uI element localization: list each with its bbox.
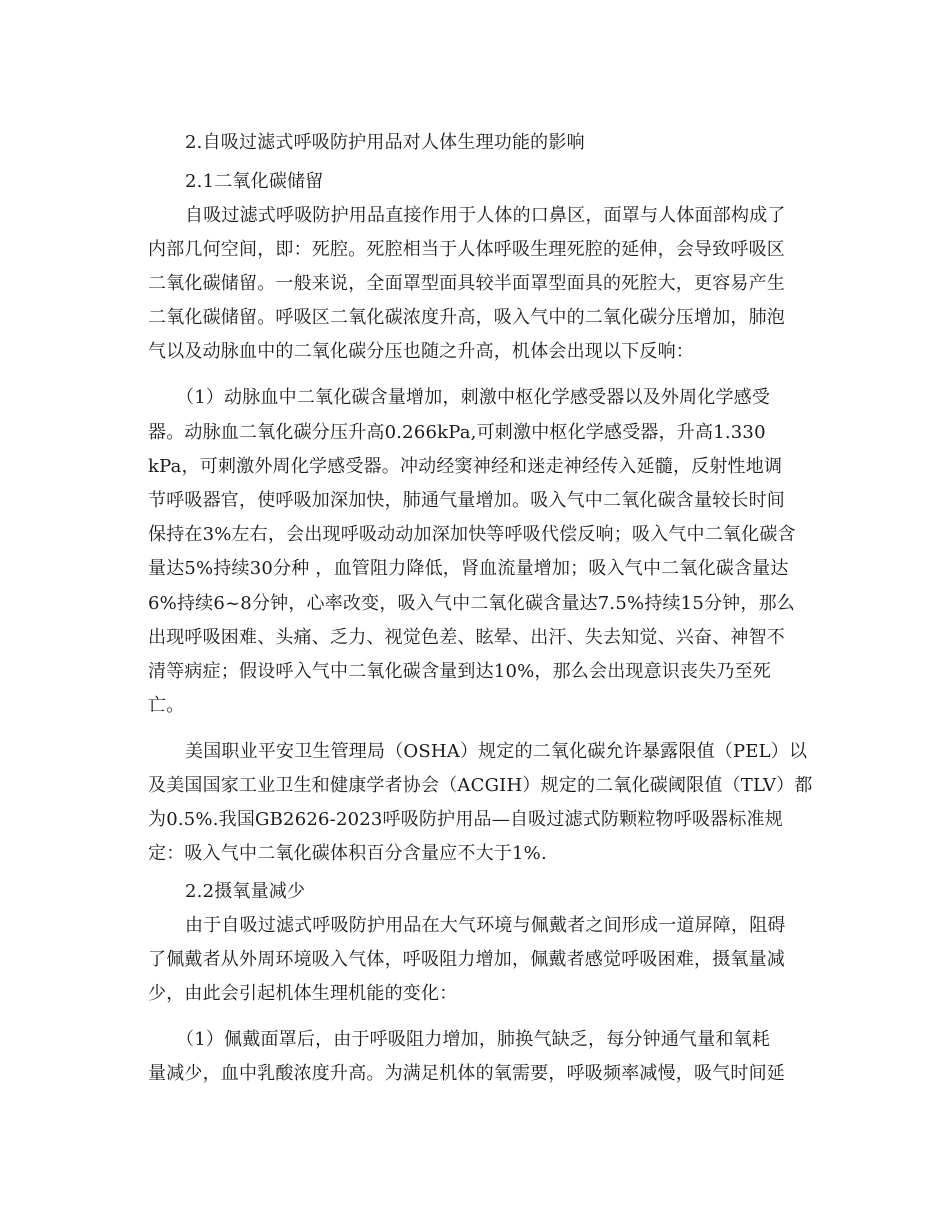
paragraph-line: 保持在3%左右，会出现呼吸动动加深加快等呼吸代偿反响；吸入气中二氧化碳含 <box>148 524 796 545</box>
paragraph-line: 了佩戴者从外周环境吸入气体，呼吸阻力增加，佩戴者感觉呼吸困难，摄氧量减 <box>148 949 785 970</box>
paragraph-line: 定：吸入气中二氧化碳体积百分含量应不大于1%. <box>148 843 547 864</box>
paragraph-line: 为0.5%.我国GB2626-2023呼吸防护用品—自吸过滤式防颗粒物呼吸器标准规 <box>148 809 783 830</box>
paragraph-line: 清等病症；假设呼入气中二氧化碳含量到达10%，那么会出现意识丧失乃至死 <box>148 661 772 682</box>
paragraph-line: kPa，可刺激外周化学感受器。冲动经窦神经和迷走神经传入延髓，反射性地调 <box>148 456 783 477</box>
subsection-heading: 2.2摄氧量减少 <box>185 881 306 902</box>
paragraph-line: 二氧化碳储留。呼吸区二氧化碳浓度升高，吸入气中的二氧化碳分压增加，肺泡 <box>148 307 785 328</box>
paragraph-line: 内部几何空间，即：死腔。死腔相当于人体呼吸生理死腔的延伸，会导致呼吸区 <box>148 239 785 260</box>
subsection-heading: 2.1二氧化碳储留 <box>185 171 324 192</box>
paragraph-line: 亡。 <box>148 695 185 716</box>
paragraph-line: 由于自吸过滤式呼吸防护用品在大气环境与佩戴者之间形成一道屏障，阻碍 <box>185 915 786 936</box>
paragraph-line: 二氧化碳储留。一般来说，全面罩型面具较半面罩型面具的死腔大，更容易产生 <box>148 273 785 294</box>
paragraph-line: 出现呼吸困难、头痛、乏力、视觉色差、眩晕、出汗、失去知觉、兴奋、神智不 <box>148 627 785 648</box>
paragraph-line: 6%持续6~8分钟，心率改变，吸入气中二氧化碳含量达7.5%持续15分钟，那么 <box>148 593 795 614</box>
paragraph-line: 自吸过滤式呼吸防护用品直接作用于人体的口鼻区，面罩与人体面部构成了 <box>185 205 786 226</box>
paragraph-line: 量达5%持续30分种 ，血管阻力降低，肾血流量增加；吸入气中二氧化碳含量达 <box>148 558 789 579</box>
paragraph-line: （1）动脉血中二氧化碳含量增加，刺激中枢化学感受器以及外周化学感受 <box>176 387 771 408</box>
paragraph-line: 气以及动脉血中的二氧化碳分压也随之升高，机体会出现以下反响： <box>148 341 694 362</box>
paragraph-line: 美国职业平安卫生管理局（OSHA）规定的二氧化碳允许暴露限值（PEL）以 <box>185 741 808 762</box>
section-heading: 2.自吸过滤式呼吸防护用品对人体生理功能的影响 <box>185 132 585 153</box>
paragraph-line: 少，由此会引起机体生理机能的变化： <box>148 983 458 1004</box>
paragraph-line: 器。动脉血二氧化碳分压升高0.266kPa,可刺激中枢化学感受器，升高1.330 <box>148 422 766 443</box>
paragraph-line: （1）佩戴面罩后，由于呼吸阻力增加，肺换气缺乏，每分钟通气量和氧耗 <box>176 1029 771 1050</box>
paragraph-line: 节呼吸器官，使呼吸加深加快，肺通气量增加。吸入气中二氧化碳含量较长时间 <box>148 490 785 511</box>
paragraph-line: 及美国国家工业卫生和健康学者协会（ACGIH）规定的二氧化碳阈限值（TLV）都 <box>148 775 813 796</box>
paragraph-line: 量减少，血中乳酸浓度升高。为满足机体的氧需要，呼吸频率减慢，吸气时间延 <box>148 1063 785 1084</box>
